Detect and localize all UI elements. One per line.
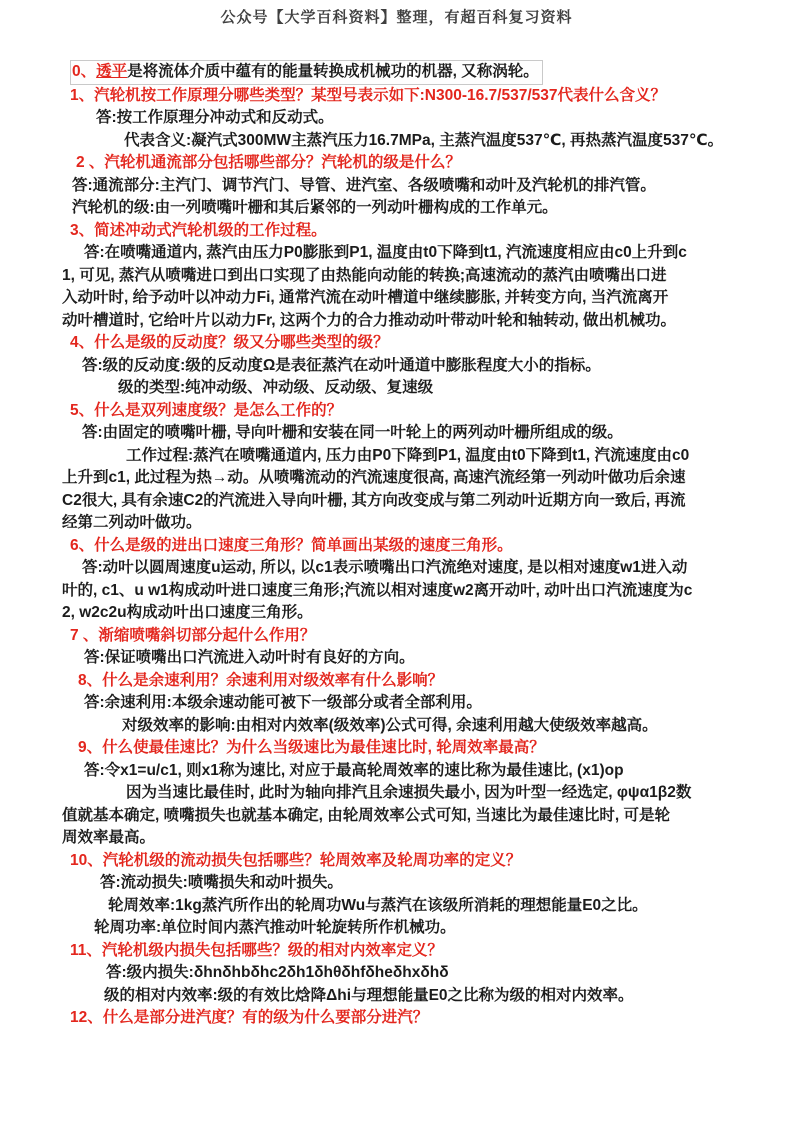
answer-line — [62, 895, 762, 918]
answer-line — [62, 377, 762, 400]
text-segment: 1、汽轮机按工作原理分哪些类型？某型号表示如下:N300-16.7/537/537代表什么含义？ — [70, 86, 667, 104]
text-segment: 答:保证喷嘴出口汽流进入动叶时有良好的方向。 — [84, 649, 415, 666]
text-segment: 上升到c1, 此过程为热→动。从喷嘴流动的汽流速度很高, 高速汽流经第一列动叶做功后余速 — [62, 469, 686, 486]
question-line — [62, 332, 762, 355]
text-segment: 叶的, c1、u w1构成动叶进口速度三角形;汽流以相对速度w2离开动叶, 动叶出口汽流速度为c — [62, 581, 693, 599]
answer-line — [62, 557, 762, 580]
question-line — [62, 85, 762, 108]
text-segment: 周效率最高。 — [62, 829, 156, 846]
answer-line — [62, 602, 762, 625]
answer-line — [62, 580, 762, 603]
question-line — [62, 220, 762, 243]
text-segment: 2 、汽轮机通流部分包括哪些部分？汽轮机的级是什么？ — [76, 154, 461, 171]
text-segment: 经第二列动叶做功。 — [62, 514, 202, 531]
question-line — [62, 535, 762, 558]
answer-line — [62, 872, 762, 895]
statement-line — [62, 60, 762, 85]
text-segment: 答:级内损失:δhnδhbδhc2δh1δhθδhfδheδhxδhδ — [106, 964, 449, 981]
answer-line — [62, 130, 762, 153]
answer-line — [62, 512, 762, 535]
text-segment: 答:由固定的喷嘴叶栅, 导向叶栅和安装在同一叶轮上的两列动叶栅所组成的级。 — [82, 424, 623, 441]
text-segment: 答:在喷嘴通道内, 蒸汽由压力P0膨胀到P1, 温度由t0下降到t1, 汽流速度相应由c0上升到c — [84, 244, 687, 261]
answer-line — [62, 422, 762, 445]
answer-line — [62, 715, 762, 738]
text-segment: 工作过程:蒸汽在喷嘴通道内, 压力由P0下降到P1, 温度由t0下降到t1, 汽流速度由c0 — [126, 446, 690, 464]
text-segment: 11、汽轮机级内损失包括哪些？级的相对内效率定义？ — [70, 941, 443, 959]
question-line — [62, 940, 762, 963]
text-segment: 代表含义:凝汽式300MW主蒸汽压力16.7MPa, 主蒸汽温度537℃, 再热蒸汽温度537℃。 — [124, 131, 724, 149]
text-segment: 答:余速利用:本级余速动能可被下一级部分或者全部利用。 — [84, 694, 482, 711]
answer-line — [62, 760, 762, 783]
text-segment: C2很大, 具有余速C2的汽流进入导向叶栅, 其方向改变成与第二列动叶近期方向一致后, 再流 — [62, 491, 686, 509]
text-segment: 汽轮机的级:由一列喷嘴叶栅和其后紧邻的一列动叶栅构成的工作单元。 — [72, 199, 558, 216]
text-segment: 2, w2c2u构成动叶出口速度三角形。 — [62, 604, 313, 621]
text-segment: 值就基本确定, 喷嘴损失也就基本确定, 由轮周效率公式可知, 当速比为最佳速比时, 可是轮 — [62, 806, 670, 824]
answer-line — [62, 467, 762, 490]
answer-line — [62, 692, 762, 715]
answer-line — [62, 647, 762, 670]
answer-line — [62, 917, 762, 940]
text-segment: 12、什么是部分进汽度？有的级为什么要部分进汽？ — [70, 1009, 429, 1026]
text-segment: 5、什么是双列速度级？是怎么工作的？ — [70, 401, 343, 419]
answer-line — [62, 265, 762, 288]
answer-line — [62, 782, 762, 805]
text-segment: 入动叶时, 给予动叶以冲动力Fi, 通常汽流在动叶槽道中继续膨胀, 并转变方向, 当汽流离开 — [62, 289, 669, 306]
question-line — [62, 400, 762, 423]
text-segment: 是将流体介质中蕴有的能量转换成机械功的机器, 又称涡轮。 — [127, 63, 539, 80]
answer-line — [62, 445, 762, 468]
text-segment: 因为当速比最佳时, 此时为轴向排汽且余速损失最小, 因为叶型一经选定, φψα1β2数 — [126, 784, 692, 801]
text-segment: 级的相对内效率:级的有效比焓降Δhi与理想能量E0之比称为级的相对内效率。 — [104, 986, 634, 1004]
text-segment: 答:按工作原理分冲动式和反动式。 — [96, 109, 334, 126]
answer-line — [62, 490, 762, 513]
text-segment: 对级效率的影响:由相对内效率(级效率)公式可得, 余速利用越大使级效率越高。 — [122, 716, 658, 734]
answer-line — [62, 355, 762, 378]
text-segment: 9、什么使最佳速比？为什么当级速比为最佳速比时, 轮周效率最高？ — [78, 739, 545, 756]
page-header: 公众号【大学百科资料】整理，有超百科复习资料 — [220, 9, 573, 26]
question-line — [62, 670, 762, 693]
question-line — [62, 850, 762, 873]
question-line — [62, 625, 762, 648]
text-segment: 答:动叶以圆周速度u运动, 所以, 以c1表示喷嘴出口汽流绝对速度, 是以相对速度w1进入动 — [82, 559, 688, 576]
text-segment: 级的类型:纯冲动级、冲动级、反动级、复速级 — [118, 379, 434, 396]
text-segment: 10、汽轮机级的流动损失包括哪些？轮周效率及轮周功率的定义？ — [70, 851, 522, 869]
text-segment: 1, 可见, 蒸汽从喷嘴进口到出口实现了由热能向动能的转换;高速流动的蒸汽由喷嘴出口进 — [62, 266, 667, 284]
answer-line — [62, 107, 762, 130]
question-line — [62, 1007, 762, 1030]
answer-line — [62, 962, 762, 985]
text-segment: 8、什么是余速利用？余速利用对级效率有什么影响？ — [78, 671, 444, 689]
text-segment: 答:令x1=u/c1, 则x1称为速比, 对应于最高轮周效率的速比称为最佳速比, (x1)op — [84, 761, 624, 779]
text-segment: 答:通流部分:主汽门、调节汽门、导管、进汽室、各级喷嘴和动叶及汽轮机的排汽管。 — [72, 176, 656, 194]
highlight-box — [70, 60, 543, 85]
answer-line — [62, 827, 762, 850]
text-segment: 6、什么是级的进出口速度三角形？简单画出某级的速度三角形。 — [70, 536, 513, 554]
answer-line — [62, 197, 762, 220]
text-segment: 轮周功率:单位时间内蒸汽推动叶轮旋转所作机械功。 — [94, 919, 456, 936]
answer-line — [62, 287, 762, 310]
answer-line — [62, 242, 762, 265]
text-segment: 透平 — [96, 63, 128, 80]
document-body — [62, 60, 762, 1030]
answer-line — [62, 985, 762, 1008]
answer-line — [62, 310, 762, 333]
question-line — [62, 737, 762, 760]
text-segment: 7 、渐缩喷嘴斜切部分起什么作用？ — [70, 626, 316, 644]
text-segment: 动叶槽道时, 它给叶片以动力Fr, 这两个力的合力推动动叶带动叶轮和轴转动, 做出机械功。 — [62, 311, 676, 329]
question-line — [62, 152, 762, 175]
answer-line — [62, 175, 762, 198]
text-segment: 答:级的反动度:级的反动度Ω是表征蒸汽在动叶通道中膨胀程度大小的指标。 — [82, 356, 601, 374]
text-segment: 4、什么是级的反动度？级又分哪些类型的级？ — [70, 334, 389, 351]
text-segment: 轮周效率:1kg蒸汽所作出的轮周功Wu与蒸汽在该级所消耗的理想能量E0之比。 — [108, 896, 648, 914]
text-segment: 0、 — [72, 63, 97, 80]
text-segment: 3、简述冲动式汽轮机级的工作过程。 — [70, 221, 327, 239]
text-segment: 答:流动损失:喷嘴损失和动叶损失。 — [100, 874, 343, 891]
answer-line — [62, 805, 762, 828]
